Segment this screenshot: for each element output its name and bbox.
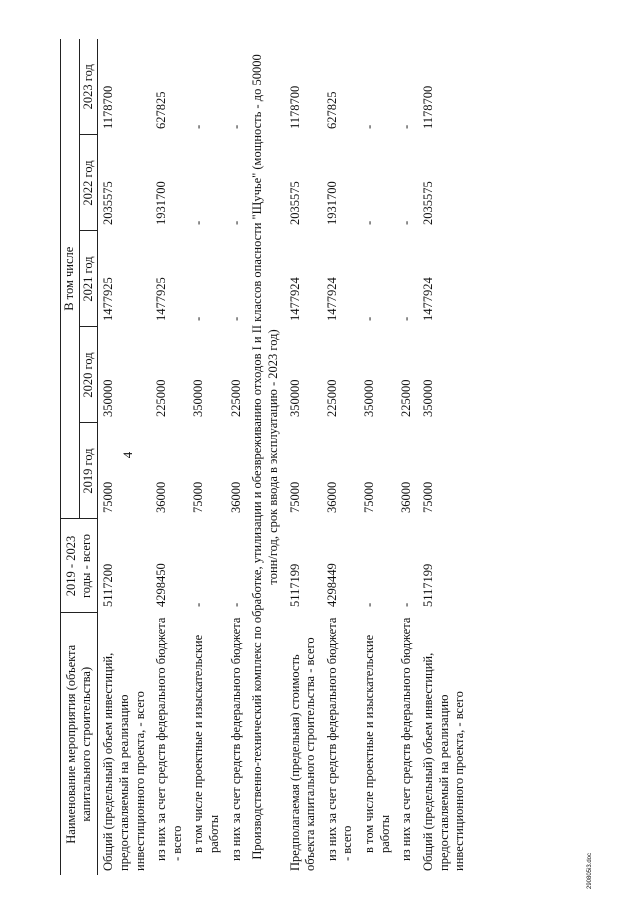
row-value: 1477924: [287, 277, 302, 321]
row-value: 1178700: [101, 85, 116, 129]
row-value: -: [191, 124, 206, 129]
section-row: [247, 39, 284, 875]
page-number: 4: [120, 451, 135, 459]
document-id: 290805i3.doc: [587, 852, 594, 890]
row-value: 1931700: [324, 181, 339, 225]
row-name: в том числе проектные и изыскательские работы: [191, 634, 221, 853]
row-value: -: [191, 316, 206, 321]
row-value: 350000: [191, 379, 206, 417]
row-value: -: [362, 316, 376, 321]
row-value: 350000: [101, 379, 116, 417]
row-value: 75000: [101, 481, 116, 513]
row-value: -: [399, 316, 414, 321]
table-row: [285, 39, 322, 875]
header-year: 2019 год: [79, 423, 98, 519]
row-value: 36000: [324, 481, 339, 513]
row-value: 1477925: [154, 277, 169, 321]
header-name: Наименование мероприятия (объекта капитального строительства): [61, 613, 98, 875]
row-value: 1477924: [324, 277, 339, 321]
row-value: 1477925: [101, 277, 116, 321]
row-value: 350000: [287, 379, 302, 417]
row-value: -: [228, 316, 243, 321]
row-total: -: [228, 602, 243, 607]
row-value: 1178700: [287, 85, 302, 129]
row-value: 1931700: [154, 181, 169, 225]
row-value: 75000: [191, 481, 206, 513]
row-value: 2035575: [287, 181, 302, 225]
header-year: 2021 год: [79, 231, 98, 327]
row-value: 225000: [324, 379, 339, 417]
row-value: 225000: [399, 379, 414, 417]
header-year: 2023 год: [79, 39, 98, 135]
table-row: [396, 39, 418, 875]
row-name: из них за счет средств федерального бюджета - всего: [154, 617, 184, 861]
row-total: 5117199: [287, 563, 302, 607]
row-total: 5117199: [420, 563, 435, 607]
header-year: 2022 год: [79, 135, 98, 231]
row-name: из них за счет средств федерального бюджета - всего: [324, 617, 355, 861]
investment-table: [60, 39, 471, 875]
row-value: 2035575: [420, 181, 435, 225]
row-value: -: [228, 124, 243, 129]
table-row: [322, 39, 359, 875]
row-value: 350000: [420, 379, 435, 417]
row-total: 4298450: [154, 563, 169, 607]
row-value: 36000: [399, 481, 414, 513]
row-value: 627825: [154, 91, 169, 129]
row-value: -: [362, 220, 376, 225]
table-row: [226, 39, 248, 875]
row-name: из них за счет средств федерального бюджета: [228, 617, 243, 861]
row-value: -: [399, 220, 414, 225]
row-value: 225000: [228, 379, 243, 417]
table-row: [418, 39, 471, 875]
row-total: 5117200: [101, 563, 116, 607]
row-value: 1178700: [420, 85, 435, 129]
row-value: -: [191, 220, 206, 225]
rotated-table-page: [60, 39, 632, 875]
header-group: В том числе: [61, 39, 80, 519]
table-row: [188, 39, 225, 875]
row-name: Общий (предельный) объем инвестиций, предоставляемый на реализацию инвестиционного проекта, - всего: [101, 652, 147, 871]
row-value: 75000: [287, 481, 302, 513]
row-total: -: [191, 602, 206, 607]
row-total: 4298449: [324, 563, 339, 607]
row-total: -: [362, 602, 376, 607]
row-value: 36000: [154, 481, 169, 513]
row-name: Предполагаемая (предельная) стоимость объекта капитального строительства - всего: [287, 637, 318, 871]
header-total: 2019 - 2023 годы - всего: [61, 519, 98, 613]
header-year: 2020 год: [79, 327, 98, 423]
row-total: -: [399, 602, 414, 607]
row-value: 75000: [420, 481, 435, 513]
row-name: в том числе проектные и изыскательские работы: [362, 634, 392, 853]
table-row: [151, 39, 188, 875]
section-title: Производственно-технический комплекс по обработке, утилизации и обезвреживанию отходов I и II классов опасности "Щучье" (мощность - до 50000 тонн/год, срок ввода в эксплуатацию - 2023 год): [250, 54, 280, 860]
table-row: [359, 39, 396, 875]
row-value: 225000: [154, 379, 169, 417]
table-row: [98, 39, 151, 875]
table-header: [61, 39, 98, 875]
row-value: 350000: [362, 379, 376, 417]
row-value: 1477924: [420, 277, 435, 321]
row-value: 75000: [362, 481, 376, 513]
row-value: -: [399, 124, 414, 129]
row-value: 2035575: [101, 181, 116, 225]
row-name: из них за счет средств федерального бюджета: [399, 617, 414, 861]
row-name: Общий (предельный) объем инвестиций, предоставляемый на реализацию инвестиционного проекта, - всего: [420, 652, 467, 871]
row-value: 36000: [228, 481, 243, 513]
row-value: 627825: [324, 91, 339, 129]
row-value: -: [362, 124, 376, 129]
row-value: -: [228, 220, 243, 225]
